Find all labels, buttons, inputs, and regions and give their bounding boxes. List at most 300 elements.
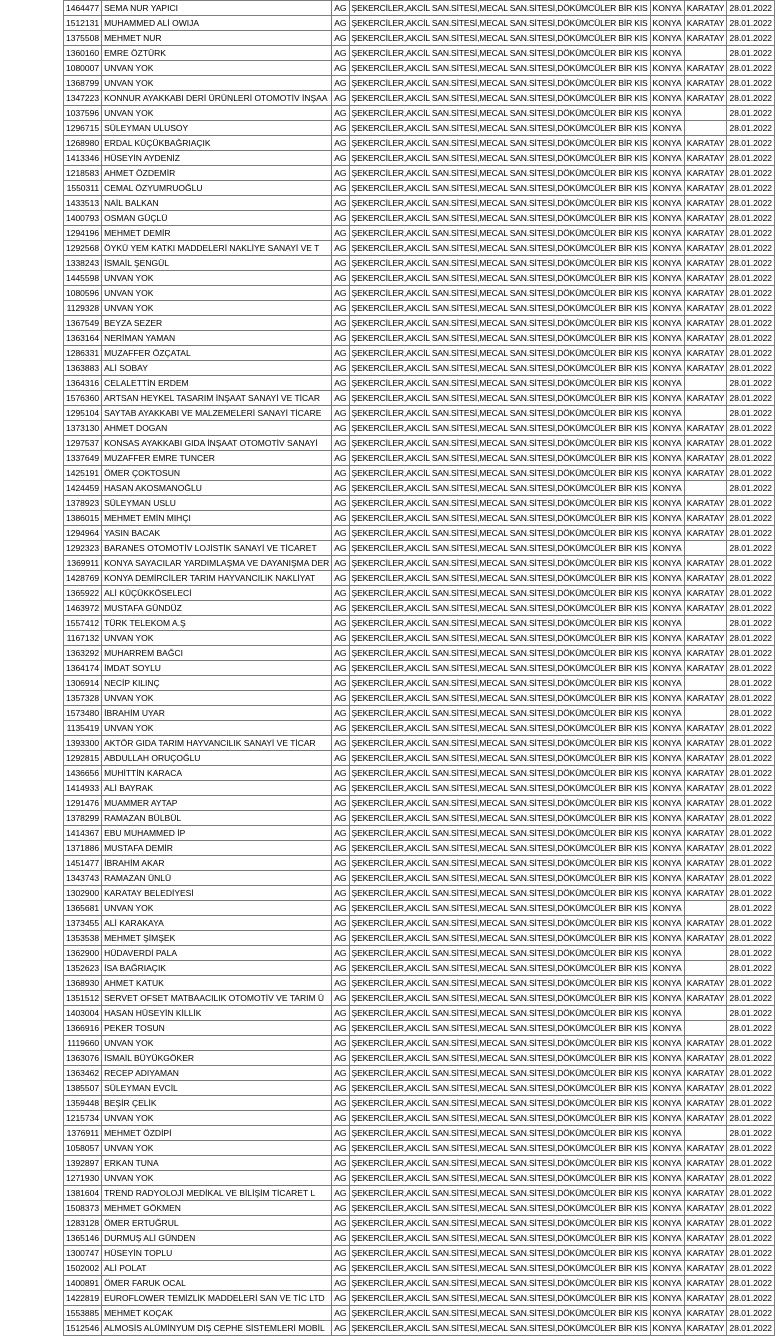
cell-name[interactable]: YASIN BACAK	[102, 526, 332, 541]
cell-name[interactable]: CELALETTİN ERDEM	[102, 376, 332, 391]
cell-id[interactable]: 1294196	[64, 226, 102, 241]
table-row[interactable]	[64, 166, 775, 181]
cell-code[interactable]: AG	[332, 106, 349, 121]
cell-id[interactable]: 1352623	[64, 961, 102, 976]
table-row[interactable]	[64, 406, 775, 421]
cell-district[interactable]: KARATAY	[684, 61, 727, 76]
cell-id[interactable]: 1502002	[64, 1261, 102, 1276]
cell-description[interactable]: ŞEKERCİLER,AKCİL SAN.SİTESİ,MECAL SAN.SİTESİ,DÖKÜMCÜLER BİR KIS	[349, 376, 650, 391]
cell-name[interactable]: UNVAN YOK	[102, 76, 332, 91]
table-row[interactable]	[64, 916, 775, 931]
table-row[interactable]	[64, 991, 775, 1006]
cell-description[interactable]: ŞEKERCİLER,AKCİL SAN.SİTESİ,MECAL SAN.SİTESİ,DÖKÜMCÜLER BİR KIS	[349, 151, 650, 166]
cell-code[interactable]: AG	[332, 1096, 349, 1111]
cell-description[interactable]: ŞEKERCİLER,AKCİL SAN.SİTESİ,MECAL SAN.SİTESİ,DÖKÜMCÜLER BİR KIS	[349, 211, 650, 226]
cell-id[interactable]: 1436656	[64, 766, 102, 781]
cell-id[interactable]: 1553885	[64, 1306, 102, 1321]
cell-description[interactable]: ŞEKERCİLER,AKCİL SAN.SİTESİ,MECAL SAN.SİTESİ,DÖKÜMCÜLER BİR KIS	[349, 1, 650, 16]
cell-name[interactable]: MUHİTTİN KARACA	[102, 766, 332, 781]
cell-description[interactable]: ŞEKERCİLER,AKCİL SAN.SİTESİ,MECAL SAN.SİTESİ,DÖKÜMCÜLER BİR KIS	[349, 1156, 650, 1171]
cell-name[interactable]: UNVAN YOK	[102, 106, 332, 121]
table-row[interactable]	[64, 346, 775, 361]
cell-description[interactable]: ŞEKERCİLER,AKCİL SAN.SİTESİ,MECAL SAN.SİTESİ,DÖKÜMCÜLER BİR KIS	[349, 1126, 650, 1141]
cell-district[interactable]: KARATAY	[684, 856, 727, 871]
cell-name[interactable]: NERİMAN YAMAN	[102, 331, 332, 346]
cell-date[interactable]: 28.01.2022	[727, 391, 775, 406]
cell-id[interactable]: 1403004	[64, 1006, 102, 1021]
cell-city[interactable]: KONYA	[650, 1, 684, 16]
cell-date[interactable]: 28.01.2022	[727, 1246, 775, 1261]
table-row[interactable]	[64, 736, 775, 751]
cell-id[interactable]: 1268980	[64, 136, 102, 151]
cell-code[interactable]: AG	[332, 841, 349, 856]
cell-name[interactable]: SÜLEYMAN ULUSOY	[102, 121, 332, 136]
table-row[interactable]	[64, 151, 775, 166]
cell-date[interactable]: 28.01.2022	[727, 526, 775, 541]
table-row[interactable]	[64, 556, 775, 571]
cell-city[interactable]: KONYA	[650, 1051, 684, 1066]
cell-description[interactable]: ŞEKERCİLER,AKCİL SAN.SİTESİ,MECAL SAN.SİTESİ,DÖKÜMCÜLER BİR KIS	[349, 946, 650, 961]
cell-date[interactable]: 28.01.2022	[727, 556, 775, 571]
cell-code[interactable]: AG	[332, 961, 349, 976]
cell-date[interactable]: 28.01.2022	[727, 256, 775, 271]
cell-code[interactable]: AG	[332, 481, 349, 496]
cell-district[interactable]	[684, 1021, 727, 1036]
table-row[interactable]	[64, 226, 775, 241]
cell-code[interactable]: AG	[332, 91, 349, 106]
cell-date[interactable]: 28.01.2022	[727, 646, 775, 661]
cell-code[interactable]: AG	[332, 721, 349, 736]
cell-city[interactable]: KONYA	[650, 466, 684, 481]
cell-description[interactable]: ŞEKERCİLER,AKCİL SAN.SİTESİ,MECAL SAN.SİTESİ,DÖKÜMCÜLER BİR KIS	[349, 871, 650, 886]
cell-city[interactable]: KONYA	[650, 76, 684, 91]
cell-id[interactable]: 1302900	[64, 886, 102, 901]
cell-code[interactable]: AG	[332, 736, 349, 751]
cell-city[interactable]: KONYA	[650, 886, 684, 901]
table-row[interactable]	[64, 1246, 775, 1261]
cell-code[interactable]: AG	[332, 1186, 349, 1201]
cell-date[interactable]: 28.01.2022	[727, 166, 775, 181]
cell-name[interactable]: İMDAT SOYLU	[102, 661, 332, 676]
cell-name[interactable]: ALİ BAYRAK	[102, 781, 332, 796]
cell-description[interactable]: ŞEKERCİLER,AKCİL SAN.SİTESİ,MECAL SAN.SİTESİ,DÖKÜMCÜLER BİR KIS	[349, 391, 650, 406]
cell-description[interactable]: ŞEKERCİLER,AKCİL SAN.SİTESİ,MECAL SAN.SİTESİ,DÖKÜMCÜLER BİR KIS	[349, 16, 650, 31]
cell-name[interactable]: ALİ KARAKAYA	[102, 916, 332, 931]
cell-district[interactable]: KARATAY	[684, 751, 727, 766]
cell-description[interactable]: ŞEKERCİLER,AKCİL SAN.SİTESİ,MECAL SAN.SİTESİ,DÖKÜMCÜLER BİR KIS	[349, 1186, 650, 1201]
cell-district[interactable]: KARATAY	[684, 91, 727, 106]
cell-description[interactable]: ŞEKERCİLER,AKCİL SAN.SİTESİ,MECAL SAN.SİTESİ,DÖKÜMCÜLER BİR KIS	[349, 1306, 650, 1321]
cell-name[interactable]: UNVAN YOK	[102, 691, 332, 706]
cell-city[interactable]: KONYA	[650, 181, 684, 196]
cell-id[interactable]: 1413346	[64, 151, 102, 166]
cell-date[interactable]: 28.01.2022	[727, 691, 775, 706]
cell-district[interactable]	[684, 106, 727, 121]
cell-id[interactable]: 1368930	[64, 976, 102, 991]
cell-district[interactable]	[684, 1126, 727, 1141]
table-row[interactable]	[64, 451, 775, 466]
cell-name[interactable]: MEHMET GÖKMEN	[102, 1201, 332, 1216]
cell-code[interactable]: AG	[332, 1216, 349, 1231]
cell-id[interactable]: 1058057	[64, 1141, 102, 1156]
cell-date[interactable]: 28.01.2022	[727, 1021, 775, 1036]
table-row[interactable]	[64, 1141, 775, 1156]
cell-id[interactable]: 1433513	[64, 196, 102, 211]
table-row[interactable]	[64, 871, 775, 886]
cell-city[interactable]: KONYA	[650, 1006, 684, 1021]
cell-district[interactable]: KARATAY	[684, 991, 727, 1006]
cell-city[interactable]: KONYA	[650, 61, 684, 76]
cell-date[interactable]: 28.01.2022	[727, 706, 775, 721]
table-row[interactable]	[64, 121, 775, 136]
cell-name[interactable]: ÖMER FARUK OCAL	[102, 1276, 332, 1291]
cell-code[interactable]: AG	[332, 1, 349, 16]
cell-date[interactable]: 28.01.2022	[727, 1126, 775, 1141]
cell-district[interactable]: KARATAY	[684, 796, 727, 811]
table-row[interactable]	[64, 391, 775, 406]
cell-code[interactable]: AG	[332, 1141, 349, 1156]
cell-district[interactable]: KARATAY	[684, 136, 727, 151]
cell-city[interactable]: KONYA	[650, 121, 684, 136]
cell-city[interactable]: KONYA	[650, 31, 684, 46]
cell-city[interactable]: KONYA	[650, 916, 684, 931]
cell-description[interactable]: ŞEKERCİLER,AKCİL SAN.SİTESİ,MECAL SAN.SİTESİ,DÖKÜMCÜLER BİR KIS	[349, 226, 650, 241]
cell-date[interactable]: 28.01.2022	[727, 301, 775, 316]
cell-name[interactable]: UNVAN YOK	[102, 286, 332, 301]
cell-id[interactable]: 1424459	[64, 481, 102, 496]
cell-id[interactable]: 1359448	[64, 1096, 102, 1111]
cell-district[interactable]: KARATAY	[684, 181, 727, 196]
cell-name[interactable]: MUSTAFA DEMİR	[102, 841, 332, 856]
cell-date[interactable]: 28.01.2022	[727, 481, 775, 496]
cell-city[interactable]: KONYA	[650, 1171, 684, 1186]
table-row[interactable]	[64, 1111, 775, 1126]
cell-date[interactable]: 28.01.2022	[727, 916, 775, 931]
table-row[interactable]	[64, 16, 775, 31]
cell-date[interactable]: 28.01.2022	[727, 1096, 775, 1111]
cell-code[interactable]: AG	[332, 661, 349, 676]
cell-city[interactable]: KONYA	[650, 301, 684, 316]
cell-description[interactable]: ŞEKERCİLER,AKCİL SAN.SİTESİ,MECAL SAN.SİTESİ,DÖKÜMCÜLER BİR KIS	[349, 61, 650, 76]
cell-id[interactable]: 1512546	[64, 1321, 102, 1336]
cell-code[interactable]: AG	[332, 346, 349, 361]
cell-code[interactable]: AG	[332, 886, 349, 901]
cell-date[interactable]: 28.01.2022	[727, 601, 775, 616]
cell-id[interactable]: 1365922	[64, 586, 102, 601]
table-row[interactable]	[64, 601, 775, 616]
table-row[interactable]	[64, 1291, 775, 1306]
cell-district[interactable]: KARATAY	[684, 661, 727, 676]
table-row[interactable]	[64, 901, 775, 916]
cell-description[interactable]: ŞEKERCİLER,AKCİL SAN.SİTESİ,MECAL SAN.SİTESİ,DÖKÜMCÜLER BİR KIS	[349, 181, 650, 196]
cell-name[interactable]: BARANES OTOMOTİV LOJİSTİK SANAYİ VE TİCARET	[102, 541, 332, 556]
cell-date[interactable]: 28.01.2022	[727, 1321, 775, 1336]
cell-description[interactable]: ŞEKERCİLER,AKCİL SAN.SİTESİ,MECAL SAN.SİTESİ,DÖKÜMCÜLER BİR KIS	[349, 1261, 650, 1276]
cell-id[interactable]: 1428769	[64, 571, 102, 586]
cell-district[interactable]: KARATAY	[684, 631, 727, 646]
cell-code[interactable]: AG	[332, 376, 349, 391]
cell-code[interactable]: AG	[332, 991, 349, 1006]
cell-code[interactable]: AG	[332, 1291, 349, 1306]
table-row[interactable]	[64, 946, 775, 961]
cell-district[interactable]: KARATAY	[684, 916, 727, 931]
table-row[interactable]	[64, 61, 775, 76]
table-row[interactable]	[64, 466, 775, 481]
cell-description[interactable]: ŞEKERCİLER,AKCİL SAN.SİTESİ,MECAL SAN.SİTESİ,DÖKÜMCÜLER BİR KIS	[349, 316, 650, 331]
cell-description[interactable]: ŞEKERCİLER,AKCİL SAN.SİTESİ,MECAL SAN.SİTESİ,DÖKÜMCÜLER BİR KIS	[349, 841, 650, 856]
cell-description[interactable]: ŞEKERCİLER,AKCİL SAN.SİTESİ,MECAL SAN.SİTESİ,DÖKÜMCÜLER BİR KIS	[349, 1051, 650, 1066]
cell-district[interactable]	[684, 676, 727, 691]
cell-name[interactable]: KONYA SAYACILAR YARDIMLAŞMA VE DAYANIŞMA DER	[102, 556, 332, 571]
table-row[interactable]	[64, 661, 775, 676]
table-row[interactable]	[64, 256, 775, 271]
table-row[interactable]	[64, 706, 775, 721]
cell-id[interactable]: 1363292	[64, 646, 102, 661]
cell-district[interactable]: KARATAY	[684, 151, 727, 166]
cell-id[interactable]: 1576360	[64, 391, 102, 406]
table-row[interactable]	[64, 826, 775, 841]
cell-name[interactable]: MUAMMER AYTAP	[102, 796, 332, 811]
cell-date[interactable]: 28.01.2022	[727, 106, 775, 121]
cell-district[interactable]	[684, 706, 727, 721]
cell-district[interactable]	[684, 616, 727, 631]
cell-district[interactable]: KARATAY	[684, 1081, 727, 1096]
cell-description[interactable]: ŞEKERCİLER,AKCİL SAN.SİTESİ,MECAL SAN.SİTESİ,DÖKÜMCÜLER BİR KIS	[349, 1246, 650, 1261]
cell-name[interactable]: UNVAN YOK	[102, 631, 332, 646]
cell-district[interactable]: KARATAY	[684, 1111, 727, 1126]
table-row[interactable]	[64, 541, 775, 556]
cell-description[interactable]: ŞEKERCİLER,AKCİL SAN.SİTESİ,MECAL SAN.SİTESİ,DÖKÜMCÜLER BİR KIS	[349, 1321, 650, 1336]
cell-date[interactable]: 28.01.2022	[727, 466, 775, 481]
cell-description[interactable]: ŞEKERCİLER,AKCİL SAN.SİTESİ,MECAL SAN.SİTESİ,DÖKÜMCÜLER BİR KIS	[349, 676, 650, 691]
cell-code[interactable]: AG	[332, 46, 349, 61]
cell-description[interactable]: ŞEKERCİLER,AKCİL SAN.SİTESİ,MECAL SAN.SİTESİ,DÖKÜMCÜLER BİR KIS	[349, 931, 650, 946]
cell-name[interactable]: MUZAFFER EMRE TUNCER	[102, 451, 332, 466]
cell-city[interactable]: KONYA	[650, 361, 684, 376]
cell-code[interactable]: AG	[332, 571, 349, 586]
cell-id[interactable]: 1400793	[64, 211, 102, 226]
cell-city[interactable]: KONYA	[650, 841, 684, 856]
cell-code[interactable]: AG	[332, 1171, 349, 1186]
table-row[interactable]	[64, 1231, 775, 1246]
cell-id[interactable]: 1364174	[64, 661, 102, 676]
cell-name[interactable]: MUHARREM BAĞCI	[102, 646, 332, 661]
cell-name[interactable]: ABDULLAH ORUÇOĞLU	[102, 751, 332, 766]
cell-description[interactable]: ŞEKERCİLER,AKCİL SAN.SİTESİ,MECAL SAN.SİTESİ,DÖKÜMCÜLER BİR KIS	[349, 556, 650, 571]
cell-city[interactable]: KONYA	[650, 1201, 684, 1216]
cell-code[interactable]: AG	[332, 436, 349, 451]
cell-id[interactable]: 1371886	[64, 841, 102, 856]
cell-district[interactable]: KARATAY	[684, 1066, 727, 1081]
table-row[interactable]	[64, 376, 775, 391]
cell-description[interactable]: ŞEKERCİLER,AKCİL SAN.SİTESİ,MECAL SAN.SİTESİ,DÖKÜMCÜLER BİR KIS	[349, 706, 650, 721]
cell-name[interactable]: ARTSAN HEYKEL TASARIM İNŞAAT SANAYİ VE TİCAR	[102, 391, 332, 406]
cell-name[interactable]: ERDAL KÜÇÜKBAĞRIAÇIK	[102, 136, 332, 151]
cell-id[interactable]: 1296715	[64, 121, 102, 136]
cell-date[interactable]: 28.01.2022	[727, 211, 775, 226]
cell-date[interactable]: 28.01.2022	[727, 376, 775, 391]
cell-date[interactable]: 28.01.2022	[727, 46, 775, 61]
cell-name[interactable]: UNVAN YOK	[102, 301, 332, 316]
cell-district[interactable]: KARATAY	[684, 31, 727, 46]
cell-name[interactable]: ALİ KÜÇÜKKÖSELECİ	[102, 586, 332, 601]
cell-district[interactable]: KARATAY	[684, 571, 727, 586]
cell-name[interactable]: MEHMET ŞİMŞEK	[102, 931, 332, 946]
cell-description[interactable]: ŞEKERCİLER,AKCİL SAN.SİTESİ,MECAL SAN.SİTESİ,DÖKÜMCÜLER BİR KIS	[349, 511, 650, 526]
table-row[interactable]	[64, 886, 775, 901]
cell-district[interactable]	[684, 541, 727, 556]
cell-id[interactable]: 1512131	[64, 16, 102, 31]
cell-id[interactable]: 1363883	[64, 361, 102, 376]
cell-name[interactable]: OSMAN GÜÇLÜ	[102, 211, 332, 226]
table-row[interactable]	[64, 931, 775, 946]
cell-code[interactable]: AG	[332, 1111, 349, 1126]
cell-name[interactable]: RECEP ADIYAMAN	[102, 1066, 332, 1081]
cell-id[interactable]: 1357328	[64, 691, 102, 706]
cell-description[interactable]: ŞEKERCİLER,AKCİL SAN.SİTESİ,MECAL SAN.SİTESİ,DÖKÜMCÜLER BİR KIS	[349, 46, 650, 61]
cell-id[interactable]: 1464477	[64, 1, 102, 16]
cell-code[interactable]: AG	[332, 1321, 349, 1336]
cell-code[interactable]: AG	[332, 331, 349, 346]
cell-date[interactable]: 28.01.2022	[727, 1036, 775, 1051]
cell-city[interactable]: KONYA	[650, 256, 684, 271]
cell-id[interactable]: 1557412	[64, 616, 102, 631]
cell-description[interactable]: ŞEKERCİLER,AKCİL SAN.SİTESİ,MECAL SAN.SİTESİ,DÖKÜMCÜLER BİR KIS	[349, 271, 650, 286]
cell-city[interactable]: KONYA	[650, 676, 684, 691]
cell-id[interactable]: 1573480	[64, 706, 102, 721]
cell-code[interactable]: AG	[332, 811, 349, 826]
cell-city[interactable]: KONYA	[650, 646, 684, 661]
cell-city[interactable]: KONYA	[650, 691, 684, 706]
cell-date[interactable]: 28.01.2022	[727, 331, 775, 346]
cell-description[interactable]: ŞEKERCİLER,AKCİL SAN.SİTESİ,MECAL SAN.SİTESİ,DÖKÜMCÜLER BİR KIS	[349, 811, 650, 826]
cell-date[interactable]: 28.01.2022	[727, 496, 775, 511]
cell-name[interactable]: NECİP KILINÇ	[102, 676, 332, 691]
cell-name[interactable]: ALİ POLAT	[102, 1261, 332, 1276]
cell-district[interactable]: KARATAY	[684, 496, 727, 511]
cell-description[interactable]: ŞEKERCİLER,AKCİL SAN.SİTESİ,MECAL SAN.SİTESİ,DÖKÜMCÜLER BİR KIS	[349, 856, 650, 871]
cell-city[interactable]: KONYA	[650, 421, 684, 436]
cell-code[interactable]: AG	[332, 286, 349, 301]
cell-date[interactable]: 28.01.2022	[727, 676, 775, 691]
cell-id[interactable]: 1451477	[64, 856, 102, 871]
cell-code[interactable]: AG	[332, 196, 349, 211]
cell-city[interactable]: KONYA	[650, 196, 684, 211]
cell-date[interactable]: 28.01.2022	[727, 721, 775, 736]
cell-code[interactable]: AG	[332, 406, 349, 421]
cell-id[interactable]: 1463972	[64, 601, 102, 616]
table-row[interactable]	[64, 646, 775, 661]
cell-code[interactable]: AG	[332, 421, 349, 436]
cell-district[interactable]: KARATAY	[684, 1231, 727, 1246]
cell-name[interactable]: MUSTAFA GÜNDÜZ	[102, 601, 332, 616]
cell-description[interactable]: ŞEKERCİLER,AKCİL SAN.SİTESİ,MECAL SAN.SİTESİ,DÖKÜMCÜLER BİR KIS	[349, 796, 650, 811]
cell-name[interactable]: ALİ SOBAY	[102, 361, 332, 376]
cell-id[interactable]: 1367549	[64, 316, 102, 331]
cell-description[interactable]: ŞEKERCİLER,AKCİL SAN.SİTESİ,MECAL SAN.SİTESİ,DÖKÜMCÜLER BİR KIS	[349, 436, 650, 451]
cell-city[interactable]: KONYA	[650, 226, 684, 241]
cell-city[interactable]: KONYA	[650, 631, 684, 646]
cell-date[interactable]: 28.01.2022	[727, 241, 775, 256]
cell-date[interactable]: 28.01.2022	[727, 271, 775, 286]
cell-date[interactable]: 28.01.2022	[727, 1291, 775, 1306]
cell-district[interactable]: KARATAY	[684, 1216, 727, 1231]
cell-district[interactable]: KARATAY	[684, 331, 727, 346]
cell-district[interactable]: KARATAY	[684, 781, 727, 796]
cell-code[interactable]: AG	[332, 856, 349, 871]
cell-district[interactable]: KARATAY	[684, 76, 727, 91]
cell-description[interactable]: ŞEKERCİLER,AKCİL SAN.SİTESİ,MECAL SAN.SİTESİ,DÖKÜMCÜLER BİR KIS	[349, 1111, 650, 1126]
cell-description[interactable]: ŞEKERCİLER,AKCİL SAN.SİTESİ,MECAL SAN.SİTESİ,DÖKÜMCÜLER BİR KIS	[349, 781, 650, 796]
cell-city[interactable]: KONYA	[650, 856, 684, 871]
cell-name[interactable]: UNVAN YOK	[102, 1036, 332, 1051]
cell-id[interactable]: 1373455	[64, 916, 102, 931]
table-row[interactable]	[64, 616, 775, 631]
cell-name[interactable]: MUHAMMED ALİ OWIJA	[102, 16, 332, 31]
cell-code[interactable]: AG	[332, 496, 349, 511]
cell-city[interactable]: KONYA	[650, 391, 684, 406]
cell-code[interactable]: AG	[332, 1066, 349, 1081]
cell-description[interactable]: ŞEKERCİLER,AKCİL SAN.SİTESİ,MECAL SAN.SİTESİ,DÖKÜMCÜLER BİR KIS	[349, 136, 650, 151]
cell-city[interactable]: KONYA	[650, 976, 684, 991]
cell-district[interactable]: KARATAY	[684, 601, 727, 616]
cell-name[interactable]: MUZAFFER ÖZÇATAL	[102, 346, 332, 361]
cell-date[interactable]: 28.01.2022	[727, 781, 775, 796]
cell-city[interactable]: KONYA	[650, 961, 684, 976]
cell-code[interactable]: AG	[332, 151, 349, 166]
cell-id[interactable]: 1351512	[64, 991, 102, 1006]
cell-district[interactable]: KARATAY	[684, 316, 727, 331]
cell-description[interactable]: ŞEKERCİLER,AKCİL SAN.SİTESİ,MECAL SAN.SİTESİ,DÖKÜMCÜLER BİR KIS	[349, 1036, 650, 1051]
cell-description[interactable]: ŞEKERCİLER,AKCİL SAN.SİTESİ,MECAL SAN.SİTESİ,DÖKÜMCÜLER BİR KIS	[349, 916, 650, 931]
cell-name[interactable]: ÖYKÜ YEM KATKI MADDELERİ NAKLİYE SANAYİ VE T	[102, 241, 332, 256]
cell-code[interactable]: AG	[332, 1306, 349, 1321]
cell-district[interactable]: KARATAY	[684, 361, 727, 376]
cell-code[interactable]: AG	[332, 766, 349, 781]
cell-district[interactable]	[684, 961, 727, 976]
table-row[interactable]	[64, 676, 775, 691]
cell-code[interactable]: AG	[332, 31, 349, 46]
cell-date[interactable]: 28.01.2022	[727, 196, 775, 211]
cell-code[interactable]: AG	[332, 1051, 349, 1066]
cell-id[interactable]: 1400891	[64, 1276, 102, 1291]
cell-district[interactable]: KARATAY	[684, 1, 727, 16]
cell-city[interactable]: KONYA	[650, 796, 684, 811]
table-row[interactable]	[64, 316, 775, 331]
cell-description[interactable]: ŞEKERCİLER,AKCİL SAN.SİTESİ,MECAL SAN.SİTESİ,DÖKÜMCÜLER BİR KIS	[349, 586, 650, 601]
cell-city[interactable]: KONYA	[650, 721, 684, 736]
cell-code[interactable]: AG	[332, 541, 349, 556]
cell-id[interactable]: 1294964	[64, 526, 102, 541]
cell-description[interactable]: ŞEKERCİLER,AKCİL SAN.SİTESİ,MECAL SAN.SİTESİ,DÖKÜMCÜLER BİR KIS	[349, 91, 650, 106]
cell-city[interactable]: KONYA	[650, 901, 684, 916]
cell-city[interactable]: KONYA	[650, 1111, 684, 1126]
cell-name[interactable]: CEMAL ÖZYUMRUOĞLU	[102, 181, 332, 196]
cell-id[interactable]: 1360160	[64, 46, 102, 61]
cell-description[interactable]: ŞEKERCİLER,AKCİL SAN.SİTESİ,MECAL SAN.SİTESİ,DÖKÜMCÜLER BİR KIS	[349, 991, 650, 1006]
table-row[interactable]	[64, 211, 775, 226]
table-row[interactable]	[64, 1051, 775, 1066]
cell-code[interactable]: AG	[332, 616, 349, 631]
cell-district[interactable]: KARATAY	[684, 736, 727, 751]
cell-id[interactable]: 1167132	[64, 631, 102, 646]
table-row[interactable]	[64, 511, 775, 526]
cell-id[interactable]: 1215734	[64, 1111, 102, 1126]
cell-city[interactable]: KONYA	[650, 211, 684, 226]
cell-name[interactable]: KONSAS AYAKKABI GIDA İNŞAAT OTOMOTİV SANAYİ	[102, 436, 332, 451]
cell-city[interactable]: KONYA	[650, 586, 684, 601]
cell-date[interactable]: 28.01.2022	[727, 766, 775, 781]
